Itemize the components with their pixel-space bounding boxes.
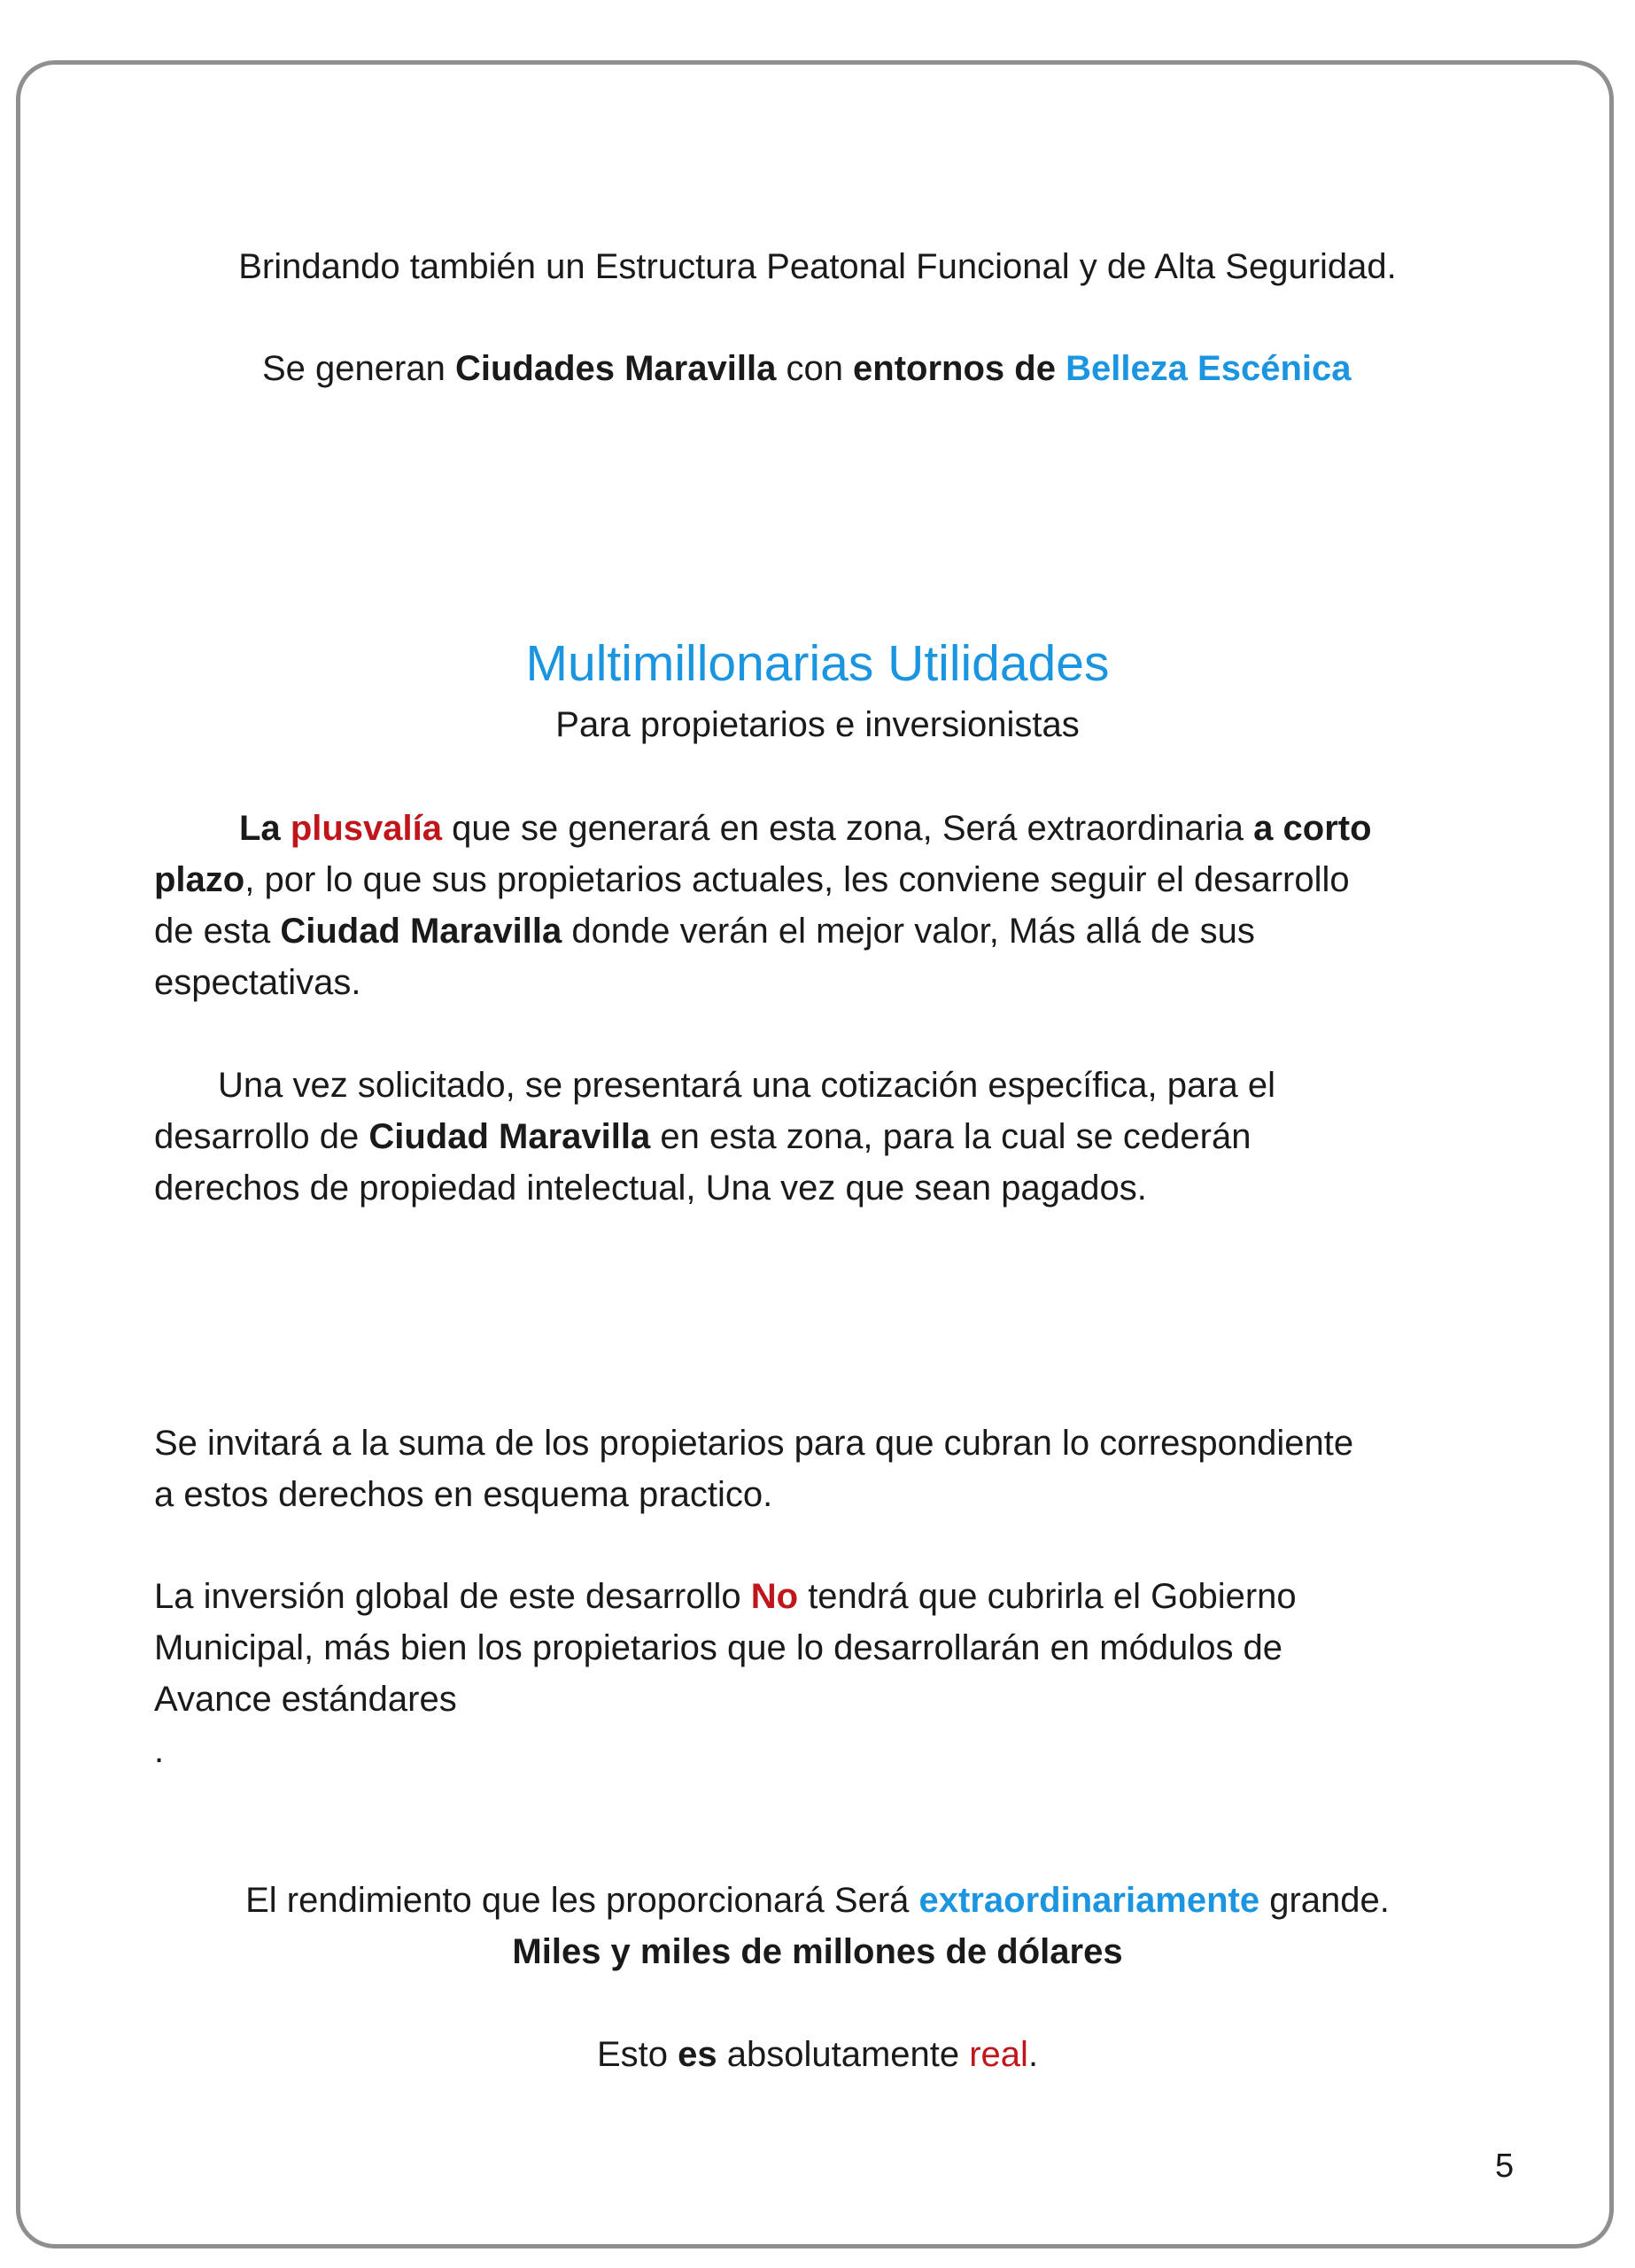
closing-bold-es: es [678, 2035, 717, 2074]
intro-text: con [776, 349, 854, 388]
intro-line-1-text: Brindando también un Estructura Peatonal Funcional y de Alta Seguridad. [238, 247, 1397, 286]
para1-line-2 [154, 854, 1350, 905]
para4-red-no: No [750, 1577, 799, 1616]
closing-text: Esto [596, 2035, 678, 2074]
para2-line-3: derechos de propiedad intelectual, Una vez que sean pagados. [154, 1169, 1147, 1208]
para2-text: en esta zona, para la cual se cederán [650, 1117, 1251, 1156]
para4-text: La inversión global de este desarrollo [154, 1577, 751, 1616]
closing-text: El rendimiento que les proporcionará Será [245, 1881, 919, 1920]
para1-text: de esta [154, 912, 281, 951]
para1-line-1 [239, 803, 1372, 854]
para2-text: desarrollo de [154, 1117, 369, 1156]
section-title: Multimillonarias Utilidades [525, 635, 1110, 692]
para3-line-1: Se invitará a la suma de los propietarios para que cubran lo correspondiente [154, 1424, 1354, 1463]
para4-line-3: Avance estándares [154, 1680, 457, 1719]
closing-line-2 [0, 1926, 1635, 1977]
closing-red-real: real [969, 2035, 1028, 2074]
para4-line-2: Municipal, más bien los propietarios que lo desarrollarán en módulos de [154, 1628, 1283, 1667]
para1-line-3 [154, 905, 1255, 957]
page-number: 5 [1495, 2148, 1515, 2185]
closing-bold-miles: Miles y miles de millones de dólares [512, 1932, 1123, 1971]
para1-text: , por lo que sus propietarios actuales, les conviene seguir el desarrollo [244, 860, 1350, 899]
closing-text: . [1027, 2035, 1039, 2074]
closing-line-1 [0, 1875, 1635, 1926]
closing-blue-extraordinariamente: extraordinariamente [918, 1881, 1260, 1920]
para4-line-1 [154, 1571, 1297, 1622]
para3-line-2: a estos derechos en esquema practico. [154, 1475, 773, 1514]
section-subtitle: Para propietarios e inversionistas [555, 705, 1080, 744]
intro-bold-ciudades: Ciudades Maravilla [454, 349, 777, 388]
closing-text: absolutamente [717, 2035, 970, 2074]
intro-text: Se generan [262, 349, 455, 388]
para1-text: donde verán el mejor valor, Más allá de sus [562, 912, 1255, 951]
closing-text: grande. [1259, 1881, 1390, 1920]
para1-bold-la: La [239, 809, 281, 848]
intro-line-2 [262, 343, 1352, 394]
intro-blue-belleza: Belleza Escénica [1065, 349, 1352, 388]
para1-line-4: espectativas. [154, 963, 361, 1002]
para4-text: tendrá que cubrirla el Gobierno [798, 1577, 1297, 1616]
intro-line-1 [0, 241, 1635, 292]
para1-text: que se generará en esta zona, Será extraordinaria [442, 809, 1254, 848]
intro-bold-entornos: entornos de [853, 349, 1066, 388]
para2-line-2 [154, 1111, 1251, 1162]
para1-bold-ciudad: Ciudad Maravilla [280, 912, 562, 951]
closing-line-3 [0, 2029, 1635, 2080]
para1-red-plusvalia: plusvalía [290, 809, 443, 848]
para2-bold-ciudad: Ciudad Maravilla [368, 1117, 651, 1156]
para4-line-4: . [154, 1731, 165, 1770]
para1-bold-corto: a corto [1253, 809, 1372, 848]
para1-bold-plazo: plazo [154, 860, 245, 899]
para2-line-1: Una vez solicitado, se presentará una cotización específica, para el [218, 1066, 1276, 1105]
